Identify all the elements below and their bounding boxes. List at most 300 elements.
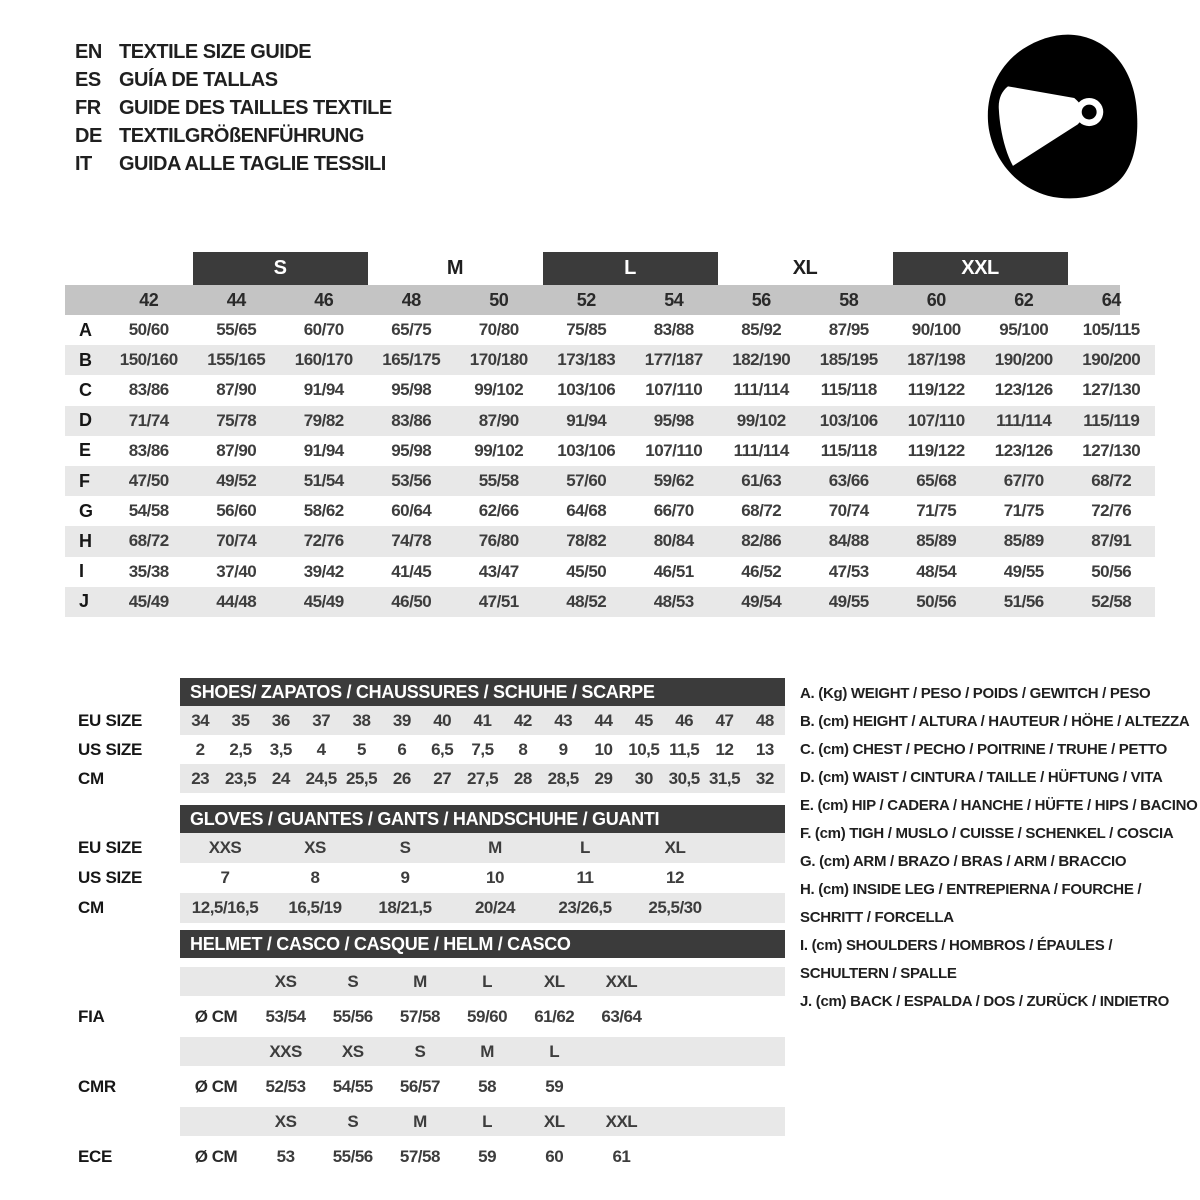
value-cell: 85/92 (741, 320, 782, 340)
shoes-value: 30,5 (668, 768, 700, 788)
helmet-value: 60 (545, 1146, 564, 1166)
shoes-value: 42 (513, 710, 532, 730)
legend-item: F. (cm) TIGH / MUSLO / CUISSE / SCHENKEL / COSCIA (800, 825, 1174, 842)
value-cell: 173/183 (557, 350, 616, 370)
shoes-value: 6,5 (431, 739, 454, 759)
helmet-size: XXL (605, 971, 638, 991)
value-cell: 160/170 (294, 350, 353, 370)
value-cell: 115/118 (820, 380, 877, 400)
helmet-size: XL (543, 971, 565, 991)
shoes-value: 7,5 (471, 739, 494, 759)
row-label: G (79, 500, 94, 521)
gloves-value: XL (664, 838, 686, 857)
size-group-l: L (543, 252, 718, 285)
value-cell: 95/98 (391, 380, 432, 400)
measurement-row-i (65, 557, 1155, 587)
row-label: F (79, 470, 90, 491)
value-cell: 49/52 (216, 471, 257, 491)
gloves-row-label: CM (78, 898, 104, 917)
helmet-sizes-row-cmr (65, 1034, 785, 1069)
legend (800, 680, 1198, 1016)
shoes-value: 37 (312, 710, 331, 730)
measurement-row-e (65, 436, 1155, 466)
size-group-xl: XL (792, 257, 818, 279)
helmet-value: 59/60 (467, 1006, 508, 1026)
shoes-value: 3,5 (269, 739, 292, 759)
helmet-value: 63/64 (601, 1006, 642, 1026)
value-cell: 155/165 (207, 350, 266, 370)
value-cell: 62/66 (478, 501, 519, 521)
value-cell: 99/102 (474, 440, 524, 460)
value-cell: 35/38 (128, 561, 169, 581)
gloves-value: XS (304, 838, 326, 857)
value-cell: 82/86 (741, 531, 782, 551)
value-cell: 66/70 (653, 501, 694, 521)
helmet-values (180, 1072, 785, 1101)
value-cell: 39/42 (303, 561, 344, 581)
value-cell: 70/74 (216, 531, 257, 551)
shoes-value: 36 (271, 710, 290, 730)
helmet-rows (65, 964, 785, 1174)
value-cell: 103/106 (819, 410, 878, 430)
shoes-title-bar: SHOES/ ZAPATOS / CHAUSSURES / SCHUHE / SCARPE (180, 678, 785, 706)
legend-item: A. (Kg) WEIGHT / PESO / POIDS / GEWITCH / PESO (800, 685, 1151, 702)
value-cell: 71/75 (916, 501, 957, 521)
language-row (75, 150, 392, 178)
language-code: ES (75, 68, 101, 91)
value-cell: 78/82 (566, 531, 607, 551)
size-60: 60 (926, 289, 946, 310)
shoes-values (180, 735, 785, 764)
shoes-value: 27 (433, 768, 452, 788)
helmet-size: L (482, 971, 493, 991)
value-cell: 65/68 (916, 471, 957, 491)
value-cell: 57/60 (566, 471, 607, 491)
shoes-value: 24 (271, 768, 290, 788)
language-row (75, 94, 392, 122)
gloves-row-label: EU SIZE (78, 838, 143, 857)
size-46: 46 (314, 289, 334, 310)
helmet-icon (978, 30, 1144, 204)
helmet-values-row-fia (65, 999, 785, 1034)
language-title: TEXTILGRÖßENFÜHRUNG (119, 124, 364, 147)
gloves-value: L (580, 838, 590, 857)
value-cell: 111/114 (733, 380, 789, 400)
gloves-title-bar: GLOVES / GUANTES / GANTS / HANDSCHUHE / GUANTI (180, 805, 785, 833)
value-cell: 83/86 (128, 380, 169, 400)
shoes-value: 35 (231, 710, 250, 730)
language-code: EN (75, 40, 102, 63)
gloves-values (180, 893, 785, 923)
value-cell: 165/175 (382, 350, 441, 370)
value-cell: 75/78 (216, 410, 257, 430)
shoes-value: 39 (392, 710, 411, 730)
helmet-value: 57/58 (399, 1146, 440, 1166)
helmet-size: L (482, 1111, 493, 1131)
language-code: FR (75, 96, 101, 119)
helmet-value: 55/56 (332, 1146, 373, 1166)
numeric-size-row (65, 285, 1155, 315)
value-cell: 43/47 (478, 561, 519, 581)
value-cell: 41/45 (391, 561, 432, 581)
value-cell: 61/63 (741, 471, 782, 491)
shoes-value: 48 (755, 710, 774, 730)
measurement-row-a (65, 315, 1155, 345)
textile-size-table (65, 252, 1155, 617)
value-cell: 60/64 (391, 501, 432, 521)
value-cell: 83/86 (128, 440, 169, 460)
value-cell: 111/114 (733, 440, 789, 460)
shoes-value: 44 (594, 710, 613, 730)
value-cell: 95/98 (653, 410, 694, 430)
shoes-value: 11,5 (669, 739, 700, 759)
value-cell: 71/75 (1003, 501, 1044, 521)
shoes-value: 31,5 (708, 768, 741, 788)
gloves-value: 12 (666, 868, 684, 887)
helmet-sizes (180, 967, 785, 996)
value-cell: 150/160 (119, 350, 178, 370)
helmet-value: 53/54 (265, 1006, 306, 1026)
legend-item: B. (cm) HEIGHT / ALTURA / HAUTEUR / HÖHE / ALTEZZA (800, 713, 1190, 730)
value-cell: 45/49 (303, 591, 344, 611)
value-cell: 70/74 (828, 501, 869, 521)
value-cell: 64/68 (566, 501, 607, 521)
value-cell: 87/90 (216, 380, 257, 400)
helmet-sizes (180, 1037, 785, 1066)
value-cell: 107/110 (907, 410, 965, 430)
row-label: E (79, 440, 92, 461)
value-cell: 56/60 (216, 501, 257, 521)
legend-item: E. (cm) HIP / CADERA / HANCHE / HÜFTE / HIPS / BACINO (800, 797, 1198, 814)
helmet-size: XS (274, 971, 297, 991)
legend-item: I. (cm) SHOULDERS / HOMBROS / ÉPAULES / SCHULTERN / SPALLE (800, 937, 1113, 982)
shoes-value: 9 (558, 739, 568, 759)
gloves-value: 11 (576, 868, 594, 887)
value-cell: 55/65 (216, 320, 257, 340)
value-cell: 47/50 (128, 471, 169, 491)
row-label: H (79, 530, 92, 551)
gloves-rows (65, 833, 785, 923)
row-label: A (79, 319, 92, 340)
value-cell: 52/58 (1091, 591, 1132, 611)
value-cell: 90/100 (911, 320, 961, 340)
language-title: GUIDE DES TAILLES TEXTILE (119, 96, 392, 119)
value-cell: 58/62 (303, 501, 344, 521)
gloves-row (65, 863, 785, 893)
helmet-size: L (549, 1041, 560, 1061)
value-cell: 80/84 (653, 531, 694, 551)
value-cell: 44/48 (216, 591, 257, 611)
gloves-value: 8 (310, 868, 320, 887)
helmet-value: 52/53 (265, 1076, 306, 1096)
value-cell: 187/198 (907, 350, 966, 370)
helmet-value: 59 (478, 1146, 497, 1166)
row-label: D (79, 410, 92, 431)
measurement-row-d (65, 406, 1155, 436)
shoes-value: 38 (352, 710, 371, 730)
shoes-value: 12 (715, 739, 734, 759)
shoes-row (65, 706, 785, 735)
value-cell: 107/110 (645, 440, 703, 460)
shoes-value: 26 (392, 768, 411, 788)
value-cell: 103/106 (557, 440, 616, 460)
size-group-s: S (193, 252, 368, 285)
size-62: 62 (1014, 289, 1034, 310)
value-cell: 76/80 (478, 531, 519, 551)
value-cell: 50/56 (1091, 561, 1132, 581)
value-cell: 185/195 (819, 350, 878, 370)
shoes-values (180, 706, 785, 735)
standard-label: FIA (78, 1006, 105, 1026)
row-label: C (79, 379, 92, 400)
shoes-value: 28 (513, 768, 532, 788)
helmet-value: 54/55 (332, 1076, 373, 1096)
helmet-value: 55/56 (332, 1006, 373, 1026)
value-cell: 91/94 (303, 440, 344, 460)
language-title: GUÍA DE TALLAS (119, 68, 278, 91)
gloves-row (65, 893, 785, 923)
value-cell: 46/52 (741, 561, 782, 581)
language-row (75, 38, 392, 66)
gloves-table (65, 805, 785, 923)
helmet-sizes (180, 1107, 785, 1136)
value-cell: 48/53 (653, 591, 694, 611)
value-cell: 37/40 (216, 561, 257, 581)
value-cell: 85/89 (916, 531, 957, 551)
helmet-title-bar: HELMET / CASCO / CASQUE / HELM / CASCO (180, 930, 785, 958)
shoes-rows (65, 706, 785, 793)
shoes-row-label: US SIZE (78, 739, 143, 759)
value-cell: 68/72 (128, 531, 169, 551)
value-cell: 85/89 (1003, 531, 1044, 551)
value-cell: 68/72 (741, 501, 782, 521)
size-48: 48 (401, 289, 421, 310)
gloves-value: 20/24 (474, 898, 516, 917)
value-cell: 115/119 (1083, 410, 1140, 430)
gloves-row-label: US SIZE (78, 868, 143, 887)
helmet-value: 53 (276, 1146, 295, 1166)
size-56: 56 (751, 289, 771, 310)
helmet-value: 57/58 (399, 1006, 440, 1026)
value-cell: 49/55 (828, 591, 869, 611)
gloves-value: 12,5/16,5 (191, 898, 259, 917)
helmet-value: 61 (612, 1146, 631, 1166)
size-50: 50 (489, 289, 509, 310)
value-cell: 72/76 (1091, 501, 1132, 521)
value-cell: 99/102 (474, 380, 524, 400)
gloves-value: S (399, 838, 411, 857)
gloves-value: 7 (220, 868, 230, 887)
value-cell: 91/94 (303, 380, 344, 400)
value-cell: 95/98 (391, 440, 432, 460)
value-cell: 91/94 (566, 410, 607, 430)
value-cell: 95/100 (999, 320, 1049, 340)
gloves-row (65, 833, 785, 863)
size-44: 44 (226, 289, 246, 310)
language-code: DE (75, 124, 102, 147)
value-cell: 83/88 (653, 320, 694, 340)
size-group-m: M (446, 257, 464, 279)
measurement-row-j (65, 587, 1155, 617)
value-cell: 72/76 (303, 531, 344, 551)
value-cell: 170/180 (469, 350, 528, 370)
size-42: 42 (139, 289, 159, 310)
value-cell: 75/85 (566, 320, 607, 340)
shoes-value: 47 (715, 710, 734, 730)
helmet-size: S (347, 971, 359, 991)
value-cell: 119/122 (907, 380, 965, 400)
value-cell: 127/130 (1082, 380, 1141, 400)
gloves-value: M (488, 838, 502, 857)
legend-item: G. (cm) ARM / BRAZO / BRAS / ARM / BRACCIO (800, 853, 1127, 870)
gloves-value: 10 (486, 868, 504, 887)
value-cell: 115/118 (820, 440, 877, 460)
value-cell: 107/110 (645, 380, 703, 400)
row-label: B (79, 349, 92, 370)
diameter-label: Ø CM (194, 1006, 238, 1026)
language-list (75, 38, 392, 178)
gloves-value: XXS (208, 838, 242, 857)
value-cell: 87/90 (216, 440, 257, 460)
value-cell: 87/90 (478, 410, 519, 430)
diameter-label: Ø CM (194, 1076, 238, 1096)
value-cell: 50/60 (128, 320, 169, 340)
value-cell: 65/75 (391, 320, 432, 340)
measurement-row-b (65, 345, 1155, 375)
shoes-row-label: CM (78, 768, 104, 788)
language-title: TEXTILE SIZE GUIDE (119, 40, 312, 63)
helmet-size: M (413, 971, 427, 991)
shoes-value: 4 (316, 739, 326, 759)
helmet-value: 58 (478, 1076, 497, 1096)
row-label: J (79, 591, 90, 612)
value-cell: 79/82 (303, 410, 344, 430)
shoes-value: 46 (675, 710, 694, 730)
measurement-rows (65, 315, 1155, 617)
helmet-size: XXS (269, 1041, 302, 1061)
standard-label: CMR (78, 1076, 116, 1096)
shoes-value: 8 (518, 739, 528, 759)
measurement-row-c (65, 375, 1155, 405)
measurement-row-g (65, 496, 1155, 526)
legend-item: D. (cm) WAIST / CINTURA / TAILLE / HÜFTUNG / VITA (800, 769, 1163, 786)
legend-item: J. (cm) BACK / ESPALDA / DOS / ZURÜCK / INDIETRO (800, 993, 1169, 1010)
shoes-value: 25,5 (345, 768, 378, 788)
shoes-row-label: EU SIZE (78, 710, 143, 730)
value-cell: 59/62 (653, 471, 694, 491)
value-cell: 83/86 (391, 410, 432, 430)
value-cell: 46/51 (653, 561, 694, 581)
value-cell: 45/49 (128, 591, 169, 611)
helmet-sizes-row-ece (65, 1104, 785, 1139)
shoes-values (180, 764, 785, 793)
value-cell: 63/66 (828, 471, 869, 491)
shoes-value: 45 (634, 710, 653, 730)
helmet-value: 56/57 (399, 1076, 440, 1096)
gloves-value: 18/21,5 (378, 898, 432, 917)
helmet-size: S (414, 1041, 426, 1061)
shoes-row (65, 735, 785, 764)
value-cell: 68/72 (1091, 471, 1132, 491)
gloves-value: 9 (400, 868, 410, 887)
helmet-size: XS (341, 1041, 364, 1061)
helmet-size: M (480, 1041, 494, 1061)
helmet-size: XL (543, 1111, 565, 1131)
value-cell: 70/80 (478, 320, 519, 340)
legend-item: H. (cm) INSIDE LEG / ENTREPIERNA / FOURCHE / SCHRITT / FORCELLA (800, 881, 1142, 926)
size-row-spacer (65, 285, 105, 315)
size-64: 64 (1101, 289, 1121, 310)
value-cell: 60/70 (303, 320, 344, 340)
shoes-value: 40 (433, 710, 452, 730)
shoes-value: 13 (755, 739, 774, 759)
shoes-value: 30 (634, 768, 653, 788)
size-54: 54 (664, 289, 684, 310)
gloves-values (180, 833, 785, 863)
shoes-value: 10,5 (628, 739, 660, 759)
shoes-value: 2 (195, 739, 205, 759)
value-cell: 182/190 (732, 350, 791, 370)
value-cell: 190/200 (994, 350, 1053, 370)
language-row (75, 66, 392, 94)
value-cell: 103/106 (557, 380, 616, 400)
helmet-size: XXL (605, 1111, 638, 1131)
value-cell: 99/102 (736, 410, 786, 430)
value-cell: 45/50 (566, 561, 607, 581)
value-cell: 54/58 (128, 501, 169, 521)
gloves-value: 23/26,5 (558, 898, 612, 917)
standard-label: ECE (78, 1146, 113, 1166)
shoes-value: 43 (554, 710, 573, 730)
value-cell: 47/51 (478, 591, 519, 611)
helmet-values-row-cmr (65, 1069, 785, 1104)
value-cell: 48/54 (916, 561, 957, 581)
helmet-value: 59 (545, 1076, 564, 1096)
value-cell: 53/56 (391, 471, 432, 491)
shoes-value: 34 (191, 710, 210, 730)
shoes-value: 23,5 (224, 768, 257, 788)
value-cell: 190/200 (1082, 350, 1141, 370)
gloves-values (180, 863, 785, 893)
value-cell: 127/130 (1082, 440, 1141, 460)
helmet-sizes-row-fia (65, 964, 785, 999)
language-title: GUIDA ALLE TAGLIE TESSILI (119, 152, 386, 175)
measurement-row-f (65, 466, 1155, 496)
value-cell: 87/95 (828, 320, 869, 340)
helmet-table (65, 930, 785, 1174)
shoes-value: 5 (357, 739, 366, 759)
gloves-value: 16,5/19 (288, 898, 342, 917)
measurement-row-h (65, 526, 1155, 556)
shoes-value: 24,5 (305, 768, 337, 788)
size-52: 52 (576, 289, 596, 310)
shoes-value: 6 (397, 739, 407, 759)
gloves-value: 25,5/30 (648, 898, 702, 917)
value-cell: 49/54 (741, 591, 782, 611)
value-cell: 67/70 (1003, 471, 1044, 491)
shoes-value: 29 (594, 768, 613, 788)
value-cell: 177/187 (644, 350, 703, 370)
value-cell: 74/78 (391, 531, 432, 551)
helmet-size: XS (274, 1111, 297, 1131)
value-cell: 49/55 (1003, 561, 1044, 581)
language-code: IT (75, 152, 92, 175)
row-label: I (79, 561, 85, 582)
value-cell: 48/52 (566, 591, 607, 611)
diameter-label: Ø CM (194, 1146, 238, 1166)
language-row (75, 122, 392, 150)
value-cell: 84/88 (828, 531, 869, 551)
